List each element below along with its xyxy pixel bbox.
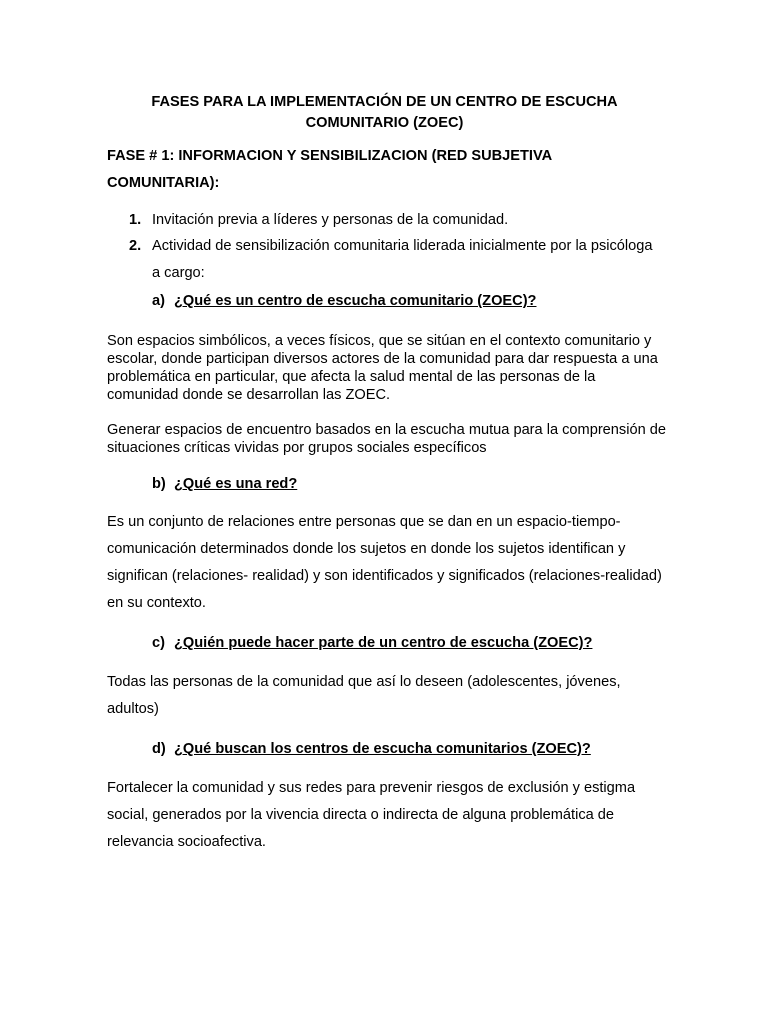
item-number: 2. xyxy=(129,238,142,254)
answer-paragraph: Fortalecer la comunidad y sus redes para prevenir riesgos de exclusión y estigma social, generados por la vivencia directa o indirecta de alguna problemática de relevancia socioafectiva. xyxy=(107,780,636,850)
item-text: Actividad de sensibilización comunitaria liderada inicialmente por la psicóloga a cargo: xyxy=(152,238,653,281)
answer-paragraph: Todas las personas de la comunidad que así lo deseen (adolescentes, jóvenes, adultos) xyxy=(107,674,621,717)
answer-paragraph: Es un conjunto de relaciones entre personas que se dan en un espacio-tiempo-comunicación determinados donde los sujetos en donde los sujetos identifican y significan (relaciones- realidad) y son identificados y significados (relaciones-realidad) en su contexto. xyxy=(107,514,662,611)
question-text: ¿Qué buscan los centros de escucha comunitarios (ZOEC)? xyxy=(174,741,591,757)
phase-heading: FASE # 1: INFORMACION Y SENSIBILIZACION (RED SUBJETIVA COMUNITARIA): xyxy=(107,148,552,191)
question-text: ¿Quién puede hacer parte de un centro de escucha (ZOEC)? xyxy=(174,635,593,651)
answer-paragraph: Son espacios simbólicos, a veces físicos, que se sitúan en el contexto comunitario y escolar, donde participan diversos actores de la comunidad para dar respuesta a una problemática en particular, que afecta la salud mental de las personas de la comunidad donde se desarrollan las ZOEC. xyxy=(107,333,658,403)
item-text: Invitación previa a líderes y personas de la comunidad. xyxy=(152,212,509,228)
title-line-2: COMUNITARIO (ZOEC) xyxy=(305,115,464,131)
question-letter: c) xyxy=(152,635,165,651)
question-text: ¿Qué es una red? xyxy=(174,476,298,492)
item-number: 1. xyxy=(129,212,142,228)
question-heading-b xyxy=(152,475,672,494)
question-letter: b) xyxy=(152,476,166,492)
answer-paragraph: Generar espacios de encuentro basados en la escucha mutua para la comprensión de situaciones críticas vividas por grupos sociales específicos xyxy=(107,422,666,456)
question-heading-d xyxy=(152,740,672,759)
document-title xyxy=(107,92,662,134)
title-line-1: FASES PARA LA IMPLEMENTACIÓN DE UN CENTRO DE ESCUCHA xyxy=(151,94,618,110)
question-letter: a) xyxy=(152,293,165,309)
question-letter: d) xyxy=(152,741,166,757)
question-heading-c xyxy=(152,634,672,653)
question-heading-a xyxy=(152,292,672,311)
numbered-item xyxy=(129,207,664,234)
question-text: ¿Qué es un centro de escucha comunitario (ZOEC)? xyxy=(174,293,537,309)
numbered-item xyxy=(129,233,664,287)
